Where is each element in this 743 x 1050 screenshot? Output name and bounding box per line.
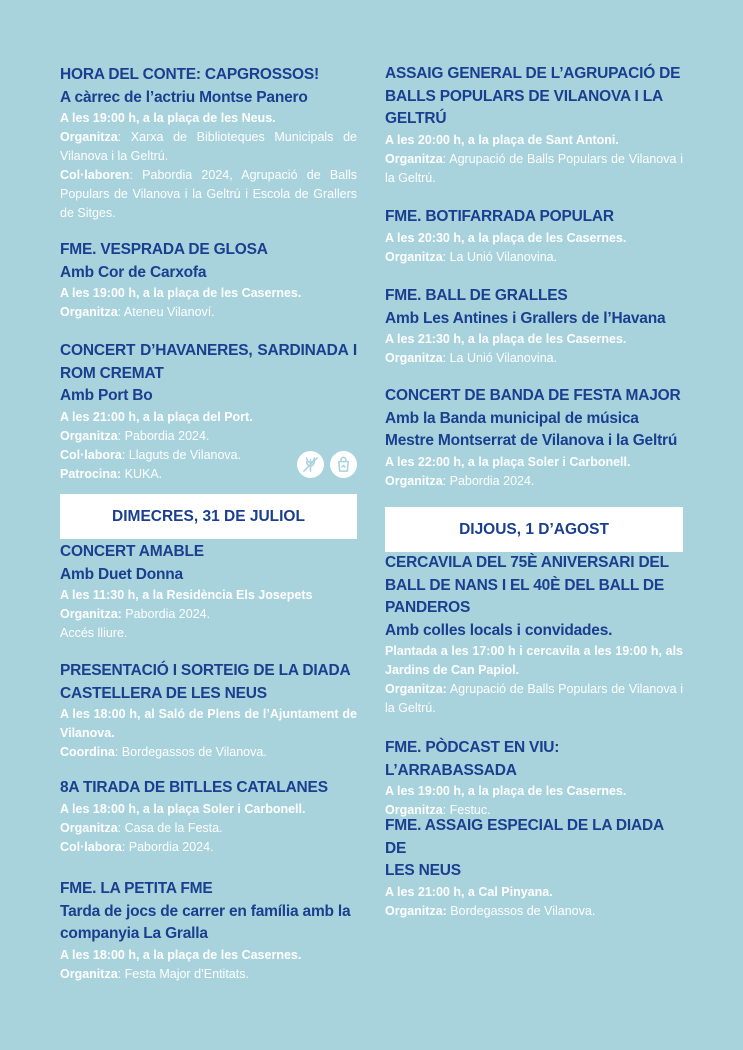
- event-title: CONCERT AMABLE: [60, 543, 204, 560]
- event-botifarrada: [385, 206, 683, 267]
- org-label: Organitza: [60, 966, 118, 981]
- event-subtitle-line: Amb la Banda municipal de música: [385, 409, 639, 427]
- org-value: : Pabordia 2024.: [442, 473, 535, 488]
- event-subtitle: Amb colles locals i convidades.: [385, 621, 613, 639]
- org-label: Organitza: [385, 473, 443, 488]
- event-when: A les 18:00 h, al Saló de Plens de l’Ajuntament de Vilanova.: [60, 707, 357, 740]
- collab-value: : Llaguts de Vilanova.: [121, 447, 242, 462]
- org-label: Organitza: [385, 249, 443, 264]
- event-title-line: ROM CREMAT: [60, 364, 164, 382]
- event-details: [385, 453, 683, 491]
- org-value: : Pabordia 2024.: [117, 428, 210, 443]
- event-title: 8A TIRADA DE BITLLES CATALANES: [60, 779, 328, 796]
- event-tirada-bitlles: [60, 777, 357, 857]
- event-title: FME. PÒDCAST EN VIU: L’ARRABASSADA: [385, 739, 560, 779]
- org-label: Organitza: [60, 305, 118, 319]
- event-title: [385, 552, 683, 620]
- org-label: Organitza:: [60, 607, 122, 621]
- event-subtitle-line: companyia La Gralla: [60, 925, 208, 942]
- event-vesprada-de-glosa: [60, 239, 357, 322]
- event-title: HORA DEL CONTE: CAPGROSSOS!: [60, 66, 319, 83]
- event-title: [60, 340, 357, 385]
- event-title: FME. BOTIFARRADA POPULAR: [385, 208, 614, 225]
- event-icons: [297, 451, 357, 478]
- event-when: A les 19:00 h, a la plaça de les Casernes.: [60, 286, 302, 300]
- event-subtitle-line: Mestre Montserrat de Vilanova i la Geltrú: [385, 432, 678, 449]
- org-value: : La Unió Vilanovina.: [442, 249, 558, 264]
- sponsor-label: Patrocina:: [60, 466, 122, 481]
- event-title-line: BALLS POPULARS DE VILANOVA I LA: [385, 87, 663, 105]
- event-when: A les 22:00 h, a la plaça Soler i Carbonell.: [385, 454, 631, 469]
- event-title-line: PANDEROS: [385, 599, 471, 616]
- event-details: [385, 883, 683, 921]
- event-details: [60, 705, 357, 762]
- event-presentacio-sorteig: [60, 660, 357, 762]
- event-details: [385, 330, 683, 368]
- sponsor-value: KUKA.: [121, 466, 163, 481]
- org-label: Organitza: [385, 151, 443, 166]
- org-value: : Xarxa de Biblioteques Municipals de Vilanova i la Geltrú.: [60, 130, 357, 163]
- org-value: : Festa Major d’Entitats.: [117, 966, 249, 981]
- coord-label: Coordina: [60, 745, 115, 759]
- event-assaig-general: [385, 63, 683, 188]
- event-details: [60, 109, 357, 223]
- event-when: A les 18:00 h, a la plaça de les Casernes.: [60, 947, 302, 962]
- no-gluten-icon: [297, 451, 324, 478]
- event-details: [60, 284, 357, 322]
- org-label: Organitza:: [385, 682, 447, 696]
- event-title: FME. LA PETITA FME: [60, 880, 213, 897]
- day-header-31-juliol: DIMECRES, 31 DE JULIOL: [60, 494, 357, 539]
- collab-label: Col·labora: [60, 839, 122, 854]
- event-subtitle: A càrrec de l’actriu Montse Panero: [60, 88, 308, 106]
- org-value: : Casa de la Festa.: [117, 820, 223, 835]
- event-when: A les 20:30 h, a la plaça de les Casernes.: [385, 230, 627, 245]
- event-concert-amable: [60, 541, 357, 643]
- event-title-line: GELTRÚ: [385, 110, 447, 127]
- org-label: Organitza: [60, 820, 118, 835]
- access-note: Accés lliure.: [60, 626, 128, 640]
- event-when: A les 18:00 h, a la plaça Soler i Carbonell.: [60, 801, 306, 816]
- org-value: : Festuc.: [442, 803, 491, 817]
- event-when: A les 21:00 h, a la plaça del Port.: [60, 409, 253, 424]
- event-podcast: [385, 737, 683, 820]
- event-title-line: PRESENTACIÓ I SORTEIG DE LA DIADA: [60, 662, 351, 679]
- event-assaig-diada: [385, 815, 683, 921]
- event-title-line: FME. ASSAIG ESPECIAL DE LA DIADA DE: [385, 817, 664, 857]
- event-subtitle: [385, 408, 683, 453]
- event-title: [60, 660, 357, 705]
- event-title-line: CONCERT D’HAVANERES, SARDINADA I: [60, 342, 357, 359]
- org-label: Organitza: [385, 803, 443, 817]
- event-when: Plantada a les 17:00 h i cercavila a les 19:00 h, als Jardins de Can Papiol.: [385, 644, 683, 677]
- event-when: A les 20:00 h, a la plaça de Sant Antoni.: [385, 132, 619, 147]
- event-title-line: ASSAIG GENERAL DE L’AGRUPACIÓ DE: [385, 65, 681, 82]
- event-title: FME. BALL DE GRALLES: [385, 287, 568, 304]
- event-ball-de-gralles: [385, 285, 683, 368]
- event-title: FME. VESPRADA DE GLOSA: [60, 241, 268, 258]
- event-cercavila: [385, 552, 683, 718]
- event-details: [60, 946, 357, 984]
- event-subtitle: Amb Duet Donna: [60, 565, 183, 583]
- org-label: Organitza: [385, 351, 443, 365]
- event-details: [385, 229, 683, 267]
- collab-value: : Pabordia 2024.: [121, 839, 214, 854]
- org-value: : La Unió Vilanovina.: [442, 351, 558, 365]
- event-la-petita-fme: [60, 878, 357, 984]
- event-details: [60, 800, 357, 857]
- event-subtitle: Amb Port Bo: [60, 387, 153, 404]
- event-concert-banda: [385, 385, 683, 491]
- event-when: A les 11:30 h, a la Residència Els Josepets: [60, 588, 313, 602]
- event-subtitle-line: Tarda de jocs de carrer en família amb la: [60, 902, 351, 920]
- org-value: Bordegassos de Vilanova.: [446, 903, 596, 918]
- org-value: : Agrupació de Balls Populars de Vilanova i la Geltrú.: [385, 151, 683, 185]
- event-when: A les 21:30 h, a la plaça de les Casernes.: [385, 332, 627, 346]
- org-label: Organitza:: [385, 903, 447, 918]
- collab-label: Col·laboren: [60, 168, 130, 182]
- event-when: A les 19:00 h, a la plaça de les Casernes.: [385, 784, 627, 798]
- collab-value: : Pabordia 2024, Agrupació de Balls Populars de Vilanova i la Geltrú i Escola de Grallers de Sitges.: [60, 168, 357, 220]
- org-value: Agrupació de Balls Populars de Vilanova i la Geltrú.: [385, 682, 683, 715]
- event-title-line: CASTELLERA DE LES NEUS: [60, 684, 267, 702]
- event-title: [385, 815, 683, 883]
- event-hora-del-conte: [60, 64, 357, 223]
- event-title-line: CERCAVILA DEL 75È ANIVERSARI DEL: [385, 554, 669, 571]
- org-label: Organitza: [60, 428, 118, 443]
- event-details: [60, 586, 357, 643]
- event-title: [385, 63, 683, 131]
- org-label: Organitza: [60, 130, 118, 144]
- event-when: A les 21:00 h, a Cal Pinyana.: [385, 884, 553, 899]
- event-title-line: BALL DE NANS I EL 40È DEL BALL DE: [385, 576, 665, 594]
- org-value: Pabordia 2024.: [121, 607, 211, 621]
- event-subtitle: Amb Cor de Carxofa: [60, 263, 207, 281]
- coord-value: : Bordegassos de Vilanova.: [114, 745, 267, 759]
- event-when: A les 19:00 h, a la plaça de les Neus.: [60, 111, 276, 125]
- event-subtitle: Amb Les Antines i Grallers de l’Havana: [385, 309, 666, 327]
- event-subtitle: [60, 901, 357, 946]
- day-header-1-agost: DIJOUS, 1 D’AGOST: [385, 507, 683, 552]
- recycle-bag-icon: [330, 451, 357, 478]
- event-title: CONCERT DE BANDA DE FESTA MAJOR: [385, 387, 681, 404]
- event-details: [385, 642, 683, 718]
- collab-label: Col·labora: [60, 447, 122, 462]
- event-details: [385, 131, 683, 188]
- event-title-line: LES NEUS: [385, 862, 461, 879]
- org-value: : Ateneu Vilanoví.: [117, 305, 215, 319]
